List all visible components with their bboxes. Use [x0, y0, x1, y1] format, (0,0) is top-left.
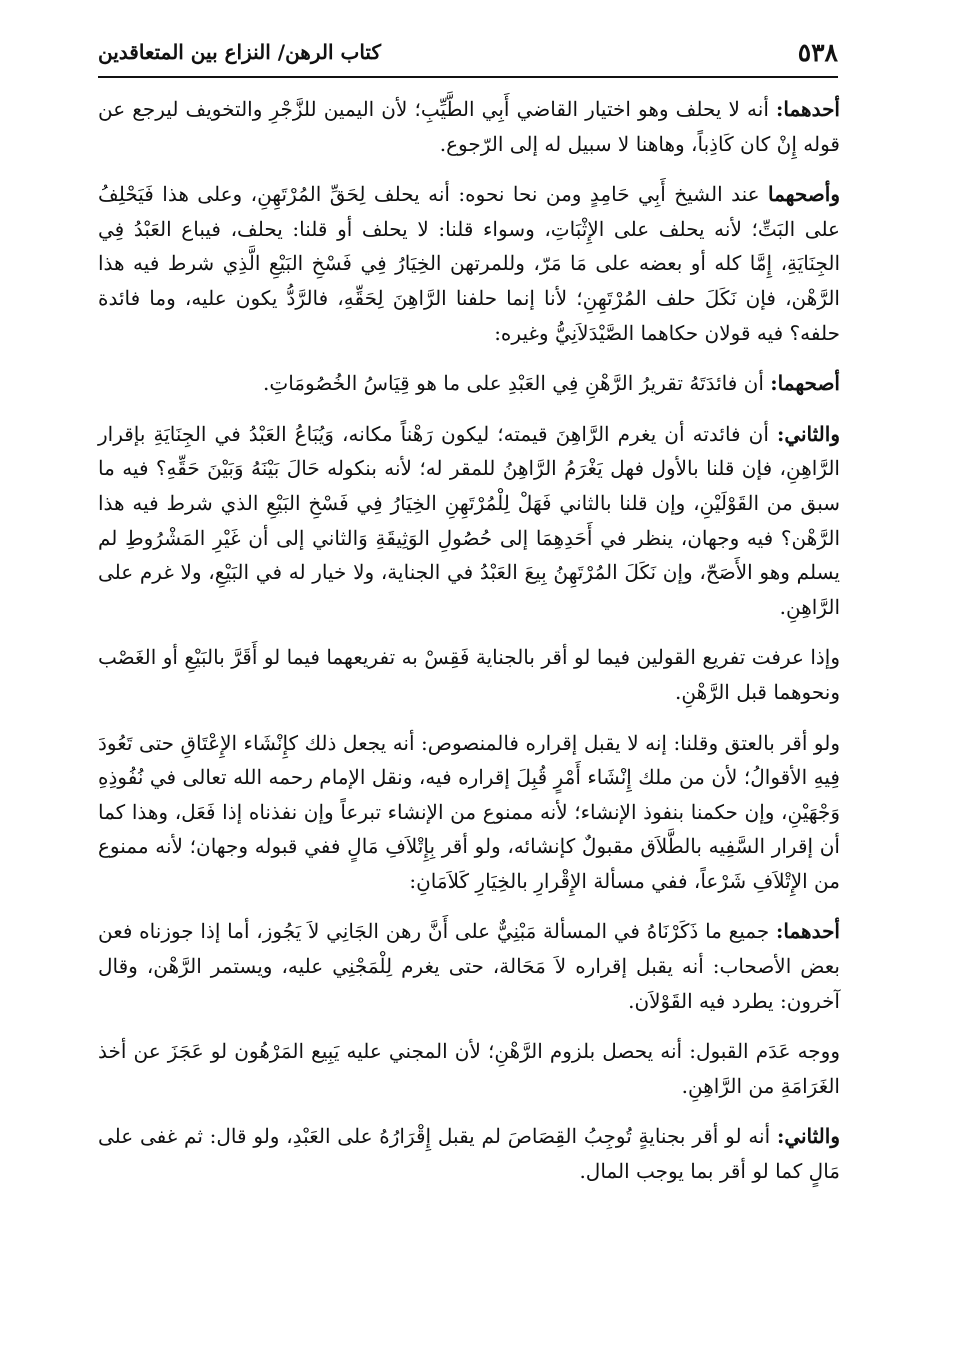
paragraph-text: جميع ما ذَكَرْنَاهُ في المسألة مَبْنِيٌّ على أَنَّ رهن الجَانِي لاَ يَجُوز، أما إذا جوزناه فعن بعض الأصحاب: أنه يقبل إقراره لاَ مَحَالة، حتى يغرم لِلْمَجْنِي عليه، ويستمر الرَّهْن، وقال آخرون: يطرد فيه القَوْلاَن.	[98, 919, 840, 1013]
page-number: ٥٣٨	[797, 38, 838, 67]
paragraph	[98, 1119, 840, 1188]
paragraph-lead: أحدهما:	[775, 97, 840, 121]
paragraph-text: أن فائدَتَهُ تقريرُ الرَّهْنِ فِي العَبْدِ على ما هو قِيَاسُ الخُصُومَاتِ.	[263, 371, 771, 396]
paragraph	[98, 177, 840, 350]
paragraph-text: ولو أقر بالعتق وقلنا: إنه لا يقبل إقراره فالمنصوص: أنه يجعل ذلك كإِنْشَاء الإِعْتَاقِ حتى تَعُودَ فِيهِ الأقوالُ؛ لأن من ملك إِنْشَاء أَمْرٍ قُبِلَ إقراره فيه، ونقل الإمام رحمه الله تعالى في نُفُوذِهِ وَجْهَيْنِ، وإن حكمنا بنفوذ الإنشاء؛ لأنه ممنوع من الإنشاء تبرعاً وإن نفذناه إذا فَعَل، وهذا كما أن إقرار السَّفِيه بالطَّلاَق مقبولٌ كإنشائه، ولو أقر بِإِتْلاَفِ مَالٍ ففي قبوله وجهان؛ لأنه ممنوع من الإِتْلاَفِ شَرْعاً، ففي مسألة الإِقْرارِ بالخِيَارِ كَلاَمَانِ:	[98, 730, 840, 893]
paragraph-lead: وأصحهما	[768, 182, 840, 207]
page-header	[98, 30, 838, 78]
paragraph	[98, 417, 840, 625]
paragraph-lead: أحدهما:	[775, 919, 840, 944]
paragraph-text: أنه لو أقر بجنايةٍ تُوجِبُ القِصَاصَ لم يقبل إِقْرَارُهُ على العَبْدِ، ولو قال: ثم غفى على مَالٍ كما لو أقر بما يوجب المال.	[98, 1124, 840, 1184]
paragraph-text: ووجه عَدَم القبول: أنه يحصل بلزوم الرَّهْنِ؛ لأن المجني عليه يَبِيع المَرْهُون لو عَجَزَ عن أخذ الغَرَامَةِ من الرَّاهِنِ.	[98, 1039, 840, 1098]
paragraph-text: وإذا عرفت تفريع القولين فيما لو أقر بالجناية فَقِسْ به تفريعهما فيما لو أَقَرَّ بالبَيْعِ أو الغَصْب ونحوهما قبل الرَّهْنِ.	[98, 645, 840, 704]
paragraph	[98, 366, 840, 401]
running-title: كتاب الرهن/ النزاع بين المتعاقدين	[98, 40, 381, 64]
paragraph-text: أنه لا يحلف وهو اختيار القاضي أَبِي الطَّيِّبِ؛ لأن اليمين للزَّجْرِ والتخويف ليرجع عن قوله إِنْ كان كَاذِباً، وهاهنا لا سبيل له إلى الرّجوع.	[98, 97, 840, 156]
paragraph-lead: والثاني:	[776, 421, 840, 446]
paragraph-lead: والثاني:	[776, 1124, 840, 1149]
paragraph	[98, 1034, 840, 1103]
paragraph	[98, 640, 840, 709]
paragraph	[98, 726, 840, 899]
paragraph	[98, 914, 840, 1018]
paragraph-text: عند الشيخ أَبِي حَامِدٍ ومن نحا نحوه: أنه يحلف لِحَقِّ المُرْتَهِنِ، وعلى هذا فَيَحْلِفُ على البَتِّ؛ لأنه يحلف على الإِثْبَاتِ، وسواء قلنا: لا يحلف أو قلنا: يحلف، فيباع العَبْدُ فِي الجِنَايَةِ، إِمَّا كله أو بعضه على مَا مَرّ، وللمرتهن الخِيَارُ فِي فَسْخِ البَيْعِ الَّذِي شرط فيه هذا الرَّهْن، فإن نَكَلَ حلف المُرْتَهِنِ؛ لأنا إنما حلفنا الرَّاهِنَ لِحَقِّهِ، فالرَّدُّ يكون عليه، وما فائدة حلفه؟ فيه قولان حكاهما الصَّيْدَلاَنِيُّ وغيره:	[98, 182, 840, 345]
paragraph	[98, 92, 840, 161]
paragraph-lead: أصحهما:	[770, 371, 840, 396]
body-text	[98, 92, 840, 1197]
paragraph-text: أن فائدته أن يغرم الرَّاهِنَ قيمته؛ ليكون رَهْناً مكانه، وَيُبَاعُ العَبْدُ في الجِنَايَةِ بإقرار الرَّاهِنِ، فإن قلنا بالأول فهل يَغْرَمُ الرَّاهِنُ للمقر له؛ لأنه بنكوله حَالَ بَيْنَهُ وَبَيْنَ حَقِّهِ؟ فيه ما سبق من القَوْلَيْنِ، وإن قلنا بالثاني فَهَلْ لِلْمُرْتَهِنِ الخِيَارُ فِي فَسْخِ البَيْعِ الذي شرط فيه هذا الرَّهْن؟ فيه وجهان، ينظر في أَحَدِهِمَا إلى حُصُولِ الوَثِيقَةِ وَالثاني إلى أن غَيْرِ المَشْرُوطِ لم يسلم وهو الأَصَحّ، وإن نَكَلَ المُرْتَهِنُ بِيعَ العَبْدُ في الجناية، ولا خيار له في البَيْعِ، ولا غرم على الرَّاهِنِ.	[98, 421, 841, 619]
